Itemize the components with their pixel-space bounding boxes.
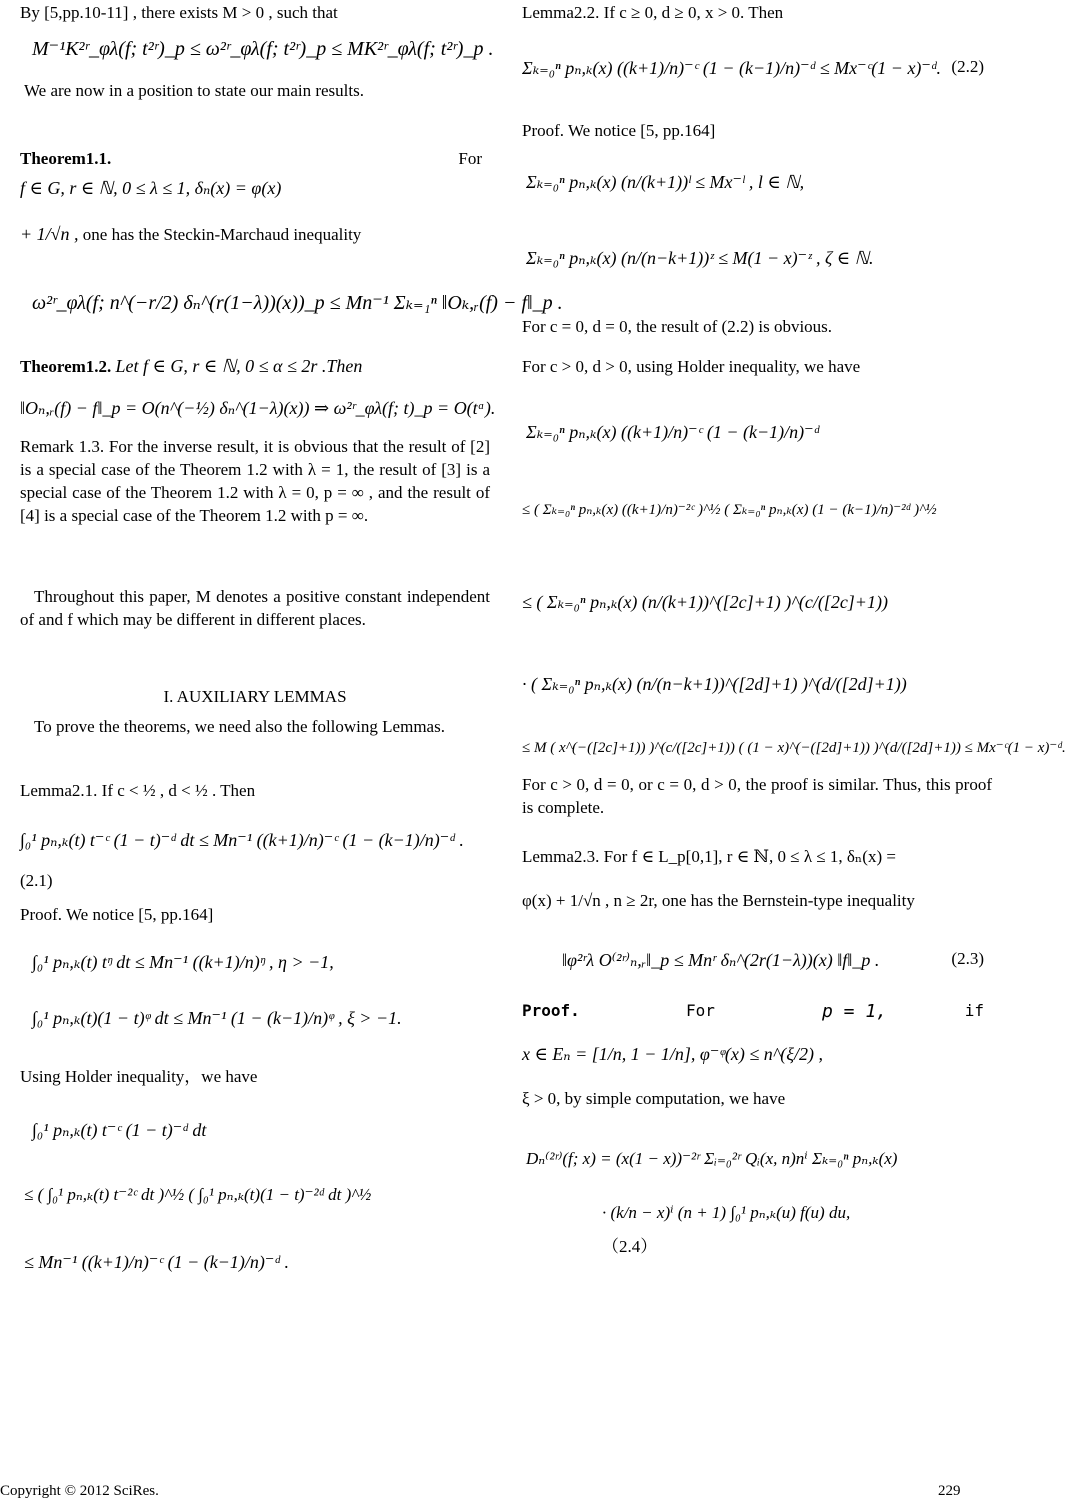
lemma-2-1-equation: ∫₀¹ pₙ,ₖ(t) t⁻ᶜ (1 − t)⁻ᵈ dt ≤ Mn⁻¹ ((k+1)/n)⁻ᶜ (1 − (k−1)/n)⁻ᵈ . xyxy=(20,830,464,850)
holder-eq-1: ∫₀¹ pₙ,ₖ(t) t⁻ᶜ (1 − t)⁻ᵈ dt xyxy=(32,1120,207,1140)
equation-number-2-3: (2.3) xyxy=(951,949,984,968)
proof-2-3-heading: Proof. xyxy=(522,1001,580,1020)
theorem-1-1-condition: f ∈ G, r ∈ ℕ, 0 ≤ λ ≤ 1, δₙ(x) = φ(x) xyxy=(20,178,282,198)
theorem-1-2-text: Let f ∈ G, r ∈ ℕ, 0 ≤ α ≤ 2r .Then xyxy=(115,356,363,376)
theorem-1-1-heading: Theorem1.1. xyxy=(20,149,112,168)
copyright: Copyright © 2012 SciRes. xyxy=(0,1483,159,1499)
theorem-1-1-for: For xyxy=(458,149,482,168)
proof-2-1-eq-1: ∫₀¹ pₙ,ₖ(t) tᵑ dt ≤ Mn⁻¹ ((k+1)/n)ᵑ , η > −1, xyxy=(32,952,334,972)
proof-2-2-eq-2: Σₖ₌₀ⁿ pₙ,ₖ(x) (n/(n−k+1))ᶻ ≤ M(1 − x)⁻ᶻ , ζ ∈ ℕ. xyxy=(526,248,874,268)
equivalence-equation: M⁻¹K²ʳ_φλ(f; t²ʳ)_p ≤ ω²ʳ_φλ(f; t²ʳ)_p ≤ MK²ʳ_φλ(f; t²ʳ)_p . xyxy=(32,38,494,60)
proof-2-3-p1: p = 1, xyxy=(822,1001,888,1022)
similar-text: For c > 0, d = 0, or c = 0, d > 0, the proof is similar. Thus, this proof is complete. xyxy=(522,775,992,817)
proof-2-3-computation: ξ > 0, by simple computation, we have xyxy=(522,1089,786,1108)
c-positive-text: For c > 0, d > 0, using Holder inequality, we have xyxy=(522,357,861,376)
c0-d0-text: For c = 0, d = 0, the result of (2.2) is obvious. xyxy=(522,317,833,336)
throughout-paragraph: Throughout this paper, M denotes a positive constant independent of and f which may be different in different places. xyxy=(20,587,490,629)
holder-sum-eq-5: ≤ M ( x^(−([2c]+1)) )^(c/([2c]+1)) ( (1 − x)^(−([2d]+1)) )^(d/([2d]+1)) ≤ Mx⁻ᶜ(1 − x)⁻ᵈ. xyxy=(522,740,1066,756)
proof-2-3-for: For xyxy=(686,1001,715,1020)
lemma-2-3: Lemma2.3. For f ∈ L_p[0,1], r ∈ ℕ, 0 ≤ λ ≤ 1, δₙ(x) = xyxy=(522,847,896,866)
holder-sum-eq-2: ≤ ( Σₖ₌₀ⁿ pₙ,ₖ(x) ((k+1)/n)⁻²ᶜ )^½ ( Σₖ₌₀ⁿ pₙ,ₖ(x) (1 − (k−1)/n)⁻²ᵈ )^½ xyxy=(522,502,937,518)
derivative-eq-1: Dₙ⁽²ʳ⁾(f; x) = (x(1 − x))⁻²ʳ Σᵢ₌₀²ʳ Qᵢ(x, n)nⁱ Σₖ₌₀ⁿ pₙ,ₖ(x) xyxy=(526,1149,898,1168)
equation-number-2-2: (2.2) xyxy=(951,57,984,76)
lemma-2-2: Lemma2.2. If c ≥ 0, d ≥ 0, x > 0. Then xyxy=(522,3,784,22)
holder-eq-2: ≤ ( ∫₀¹ pₙ,ₖ(t) t⁻²ᶜ dt )^½ ( ∫₀¹ pₙ,ₖ(t)(1 − t)⁻²ᵈ dt )^½ xyxy=(24,1185,372,1204)
equation-number-2-4: （2.4） xyxy=(602,1237,658,1256)
holder-eq-3: ≤ Mn⁻¹ ((k+1)/n)⁻ᶜ (1 − (k−1)/n)⁻ᵈ . xyxy=(24,1252,289,1272)
page-number: 229 xyxy=(938,1483,961,1499)
holder-sum-eq-4: · ( Σₖ₌₀ⁿ pₙ,ₖ(x) (n/(n−k+1))^([2d]+1) )^(d/([2d]+1)) xyxy=(522,674,907,694)
lemma-2-2-equation: Σₖ₌₀ⁿ pₙ,ₖ(x) ((k+1)/n)⁻ᶜ (1 − (k−1)/n)⁻ᵈ ≤ Mx⁻ᶜ(1 − x)⁻ᵈ. xyxy=(522,58,942,78)
proof-2-3-interval: x ∈ Eₙ = [1/n, 1 − 1/n], φ⁻ᵠ(x) ≤ n^(ξ/2) , xyxy=(522,1044,824,1064)
steckin-marchaud-equation: ω²ʳ_φλ(f; n^(−r/2) δₙ^(r(1−λ))(x))_p ≤ Mn⁻¹ Σₖ₌₁ⁿ ‖Oₖ,ᵣ(f) − f‖_p . xyxy=(32,292,563,314)
equation-number-2-1: (2.1) xyxy=(20,871,53,890)
results-intro: We are now in a position to state our main results. xyxy=(24,81,364,100)
theorem-1-2-heading: Theorem1.2. xyxy=(20,357,112,376)
section-heading: I. AUXILIARY LEMMAS xyxy=(163,687,347,706)
proof-2-1-heading: Proof. We notice [5, pp.164] xyxy=(20,905,214,924)
derivative-eq-2: · (k/n − x)ⁱ (n + 1) ∫₀¹ pₙ,ₖ(u) f(u) du, xyxy=(602,1203,851,1222)
proof-2-2-heading: Proof. We notice [5, pp.164] xyxy=(522,121,716,140)
theorem-1-1-condition-2: + 1/√n , xyxy=(20,224,79,244)
intro-text: By [5,pp.10-11] , there exists M > 0 , such that xyxy=(20,3,338,22)
lemma-2-3-continued: φ(x) + 1/√n , n ≥ 2r, one has the Bernstein-type inequality xyxy=(522,891,915,910)
holder-sum-eq-1: Σₖ₌₀ⁿ pₙ,ₖ(x) ((k+1)/n)⁻ᶜ (1 − (k−1)/n)⁻ᵈ xyxy=(526,422,820,442)
proof-2-1-eq-2: ∫₀¹ pₙ,ₖ(t)(1 − t)ᵠ dt ≤ Mn⁻¹ (1 − (k−1)/n)ᵠ , ξ > −1. xyxy=(32,1008,402,1028)
theorem-1-2-equation: ‖Oₙ,ᵣ(f) − f‖_p = O(n^(−½) δₙ^(1−λ)(x)) ⇒ ω²ʳ_φλ(f; t)_p = O(tᵅ). xyxy=(20,398,496,418)
proof-2-2-eq-1: Σₖ₌₀ⁿ pₙ,ₖ(x) (n/(k+1))ˡ ≤ Mx⁻ˡ , l ∈ ℕ, xyxy=(526,172,805,192)
holder-text: Using Holder inequality，we have xyxy=(20,1067,258,1086)
lemma-2-1: Lemma2.1. If c < ½ , d < ½ . Then xyxy=(20,781,256,800)
bernstein-equation: ‖φ²ʳλ O⁽²ʳ⁾ₙ,ᵣ‖_p ≤ Mnʳ δₙ^(2r(1−λ))(x) ‖f‖_p . xyxy=(562,950,880,970)
to-prove-paragraph: To prove the theorems, we need also the following Lemmas. xyxy=(34,717,445,736)
proof-2-3-if: if xyxy=(964,1001,984,1020)
holder-sum-eq-3: ≤ ( Σₖ₌₀ⁿ pₙ,ₖ(x) (n/(k+1))^([2c]+1) )^(c/([2c]+1)) xyxy=(522,592,888,612)
theorem-1-1-text: one has the Steckin-Marchaud inequality xyxy=(82,225,362,244)
remark-1-3: Remark 1.3. For the inverse result, it is obvious that the result of [2] is a special case of the Theorem 1.2 with λ = 1, the result of [3] is a special case of the Theorem 1.2 with λ = 0, p = ∞ , and the result of [4] is a special case of the Theorem 1.2 with p = ∞. xyxy=(20,437,490,525)
